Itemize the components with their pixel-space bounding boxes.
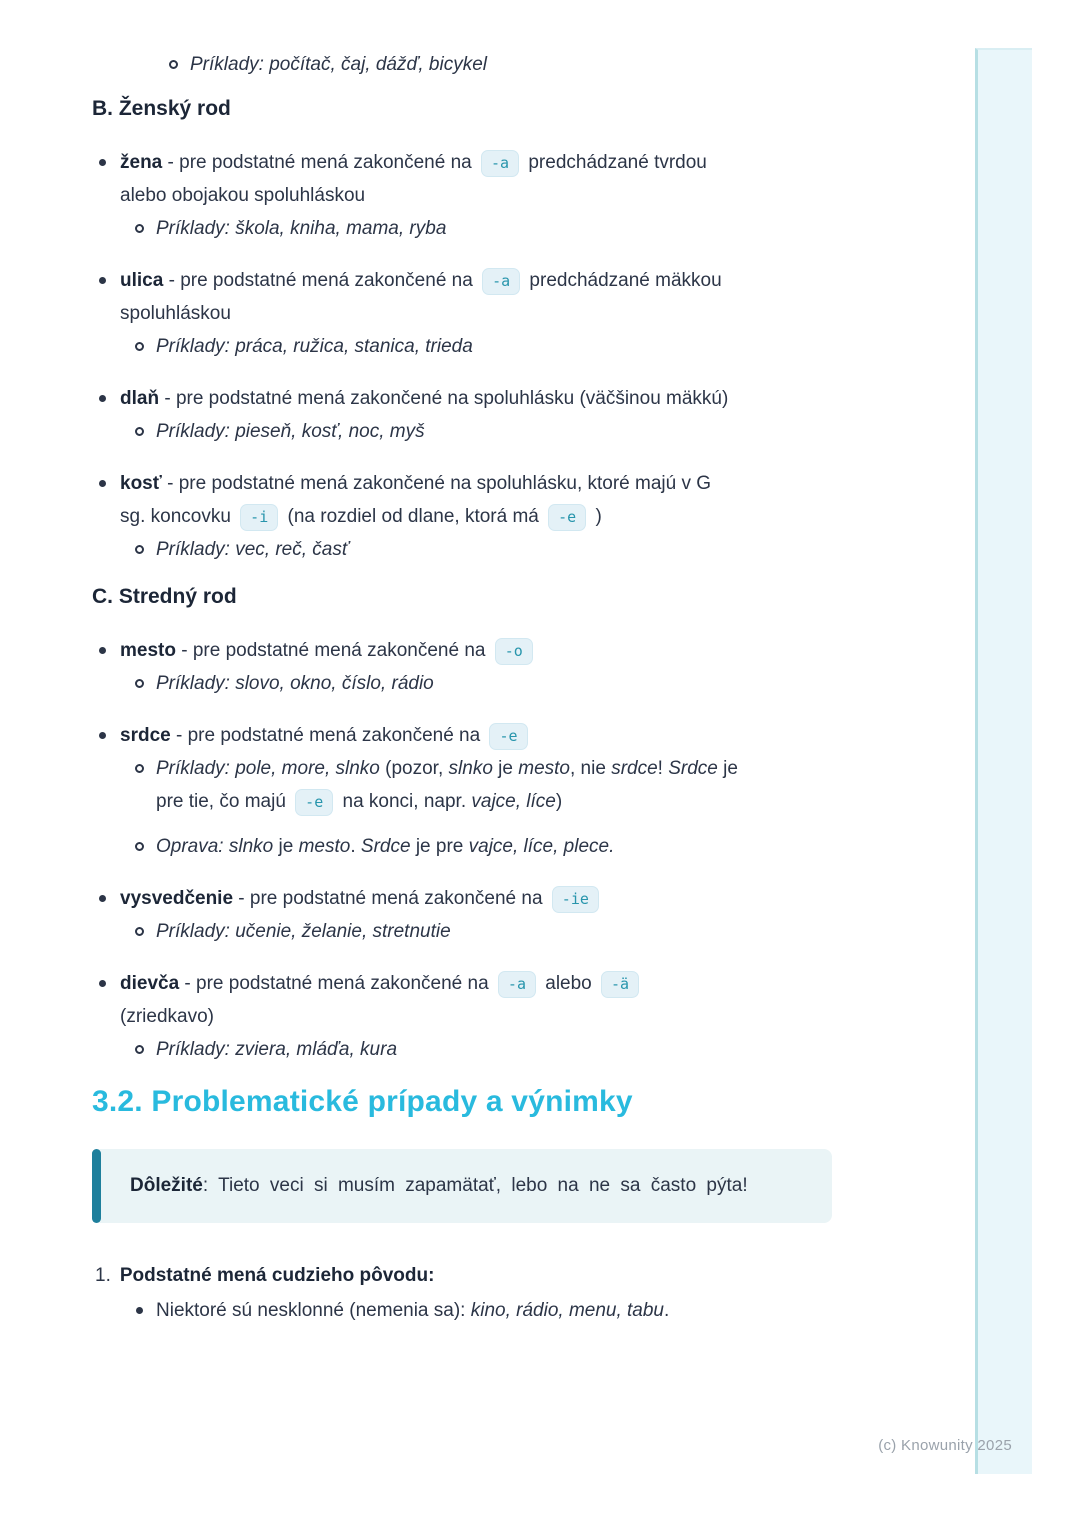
text-segment: mesto (518, 758, 570, 779)
text-segment: na konci, napr. (337, 791, 472, 812)
text-segment: srdce (120, 725, 171, 746)
text-segment: - pre podstatné mená zakončené na spoluhlásku (väčšinou mäkkú) (159, 388, 729, 409)
noun-pattern-item (92, 967, 840, 1066)
text-segment: slnko (448, 758, 493, 779)
text-segment: Srdce (668, 758, 718, 779)
ending-badge: -a (498, 971, 536, 998)
example-sub-item (169, 48, 840, 81)
ending-badge: -ä (601, 971, 639, 998)
notes-content (92, 48, 840, 1346)
text-segment: - pre podstatné mená zakončené na (162, 152, 478, 173)
ending-badge: -o (495, 638, 533, 665)
numbered-text (120, 1259, 435, 1292)
example-text (156, 1033, 397, 1066)
text-segment: dlaň (120, 388, 160, 409)
text-segment: - pre podstatné mená zakončené na (175, 640, 491, 661)
ending-badge: -a (481, 150, 519, 177)
text-segment: Dôležité (130, 1175, 203, 1196)
important-callout (92, 1149, 832, 1223)
callout-accent-bar (92, 1149, 101, 1223)
ending-badge: -e (548, 504, 586, 531)
text-segment: Príklady: slovo, okno, číslo, rádio (156, 673, 434, 694)
text-segment: : Tieto veci si musím zapamätať, lebo na ne sa často pýta! (202, 1175, 748, 1196)
text-segment: predchádzané tvrdou alebo obojakou spoluhláskou (120, 152, 707, 206)
bullet-item (99, 382, 840, 415)
bullet-icon (99, 480, 106, 487)
text-segment: . (664, 1300, 670, 1321)
text-segment: ) (555, 791, 563, 812)
text-segment: Podstatné mená cudzieho pôvodu: (119, 1265, 435, 1286)
noun-pattern-item (92, 719, 840, 863)
numbered-section (92, 1259, 840, 1327)
circle-bullet-icon (135, 1045, 144, 1054)
noun-pattern-item (92, 146, 840, 245)
text-segment: Príklady: zviera, mláďa, kura (156, 1039, 398, 1060)
circle-bullet-icon (135, 427, 144, 436)
bullet-text (120, 146, 732, 212)
bullet-item (99, 146, 840, 212)
page-side-stripe (975, 48, 1032, 1474)
bullet-text (120, 882, 603, 915)
text-segment: vysvedčenie (120, 888, 234, 909)
text-segment: - pre podstatné mená zakončené na (233, 888, 548, 909)
bullet-icon (99, 980, 106, 987)
example-text (156, 415, 425, 448)
example-text (156, 830, 614, 863)
text-segment: Príklady: učenie, želanie, stretnutie (156, 921, 451, 942)
numbered-sub-item (136, 1294, 840, 1327)
text-segment: je pre (410, 836, 469, 857)
text-segment: ) (590, 506, 602, 527)
text-segment: . (350, 836, 361, 857)
text-segment: dievča (120, 973, 180, 994)
example-item (135, 752, 840, 818)
text-segment: Príklady: práca, ružica, stanica, trieda (156, 336, 473, 357)
text-segment: - pre podstatné mená zakončené na (179, 973, 494, 994)
text-segment: alebo (539, 973, 598, 994)
circle-bullet-icon (169, 60, 178, 69)
bullet-icon (99, 277, 106, 284)
text-segment: je (492, 758, 519, 779)
circle-bullet-icon (135, 342, 144, 351)
example-item (135, 915, 840, 948)
example-item (135, 533, 840, 566)
noun-pattern-item (92, 467, 840, 566)
bullet-icon (99, 395, 106, 402)
bullet-item (99, 634, 840, 667)
bullet-icon (99, 647, 106, 654)
example-text (156, 915, 451, 948)
gender-heading: B. Ženský rod (92, 97, 231, 120)
text-segment: , nie (570, 758, 612, 779)
ending-badge: -i (240, 504, 278, 531)
section-heading: 3.2. Problematické prípady a výnimky (92, 1085, 633, 1118)
example-text (156, 330, 473, 363)
bullet-item (99, 882, 840, 915)
example-item (135, 1033, 840, 1066)
text-segment: (zriedkavo) (120, 1006, 214, 1027)
noun-pattern-item (92, 382, 840, 448)
text-segment: vajce, líce (471, 791, 556, 812)
circle-bullet-icon (135, 842, 144, 851)
ending-badge: -e (489, 723, 527, 750)
noun-pattern-item (92, 264, 840, 363)
text-segment: - pre podstatné mená zakončené na (163, 270, 479, 291)
numbered-sub-text (156, 1294, 669, 1327)
circle-bullet-icon (135, 224, 144, 233)
text-segment: Srdce (360, 836, 411, 857)
text-segment: Niektoré sú nesklonné (nemenia sa): (156, 1300, 471, 1321)
example-item (135, 415, 840, 448)
text-segment: ! (657, 758, 669, 779)
text-segment: Príklady: pole, more, slnko (156, 758, 386, 779)
text-segment: Príklady: škola, kniha, mama, ryba (156, 218, 447, 239)
text-segment: (na rozdiel od dlane, ktorá má (282, 506, 545, 527)
example-item (135, 330, 840, 363)
example-text (156, 752, 768, 818)
example-sub-block (92, 48, 840, 81)
text-segment: žena (120, 152, 163, 173)
text-segment: predchádzané mäkkou spoluhláskou (120, 270, 722, 324)
circle-bullet-icon (135, 679, 144, 688)
numbered-item (95, 1259, 840, 1292)
gender-heading: C. Stredný rod (92, 585, 237, 608)
bullet-item (99, 719, 840, 752)
circle-bullet-icon (135, 545, 144, 554)
bullet-text (120, 719, 532, 752)
text-segment: srdce (611, 758, 658, 779)
text-segment: Príklady: počítač, čaj, dážď, bicykel (190, 54, 487, 75)
text-segment: je (273, 836, 299, 857)
example-text (156, 533, 349, 566)
bullet-text (120, 264, 732, 330)
ending-badge: -ie (552, 886, 599, 913)
copyright-footer: (c) Knowunity 2025 (878, 1437, 1012, 1454)
bullet-item (99, 467, 840, 533)
ending-badge: -a (482, 268, 520, 295)
text-segment: mesto (120, 640, 176, 661)
noun-pattern-item (92, 634, 840, 700)
text-segment: ulica (120, 270, 164, 291)
circle-bullet-icon (135, 927, 144, 936)
bullet-icon (136, 1307, 143, 1314)
bullet-icon (99, 732, 106, 739)
text-segment: - pre podstatné mená zakončené na (170, 725, 486, 746)
bullet-text (120, 382, 728, 415)
example-text (190, 48, 487, 81)
text-segment: mesto (298, 836, 351, 857)
example-text (156, 667, 434, 700)
bullet-icon (99, 895, 106, 902)
text-segment: Oprava: slnko (156, 836, 274, 857)
ending-badge: -e (295, 789, 333, 816)
text-segment: kino, rádio, menu, tabu (470, 1300, 665, 1321)
example-item (135, 830, 840, 863)
text-segment: je pre tie, čo majú (156, 758, 738, 812)
bullet-text (120, 967, 732, 1033)
text-segment: - pre podstatné mená zakončené na spoluhlásku, ktoré majú v G sg. koncovku (120, 473, 712, 527)
text-segment: kosť (120, 473, 162, 494)
text-segment: vajce, líce, plece. (468, 836, 615, 857)
bullet-text (120, 634, 537, 667)
example-item (135, 667, 840, 700)
bullet-item (99, 967, 840, 1033)
bullet-icon (99, 159, 106, 166)
callout-text (130, 1166, 782, 1206)
item-number: 1. (95, 1265, 111, 1286)
example-text (156, 212, 446, 245)
bullet-text (120, 467, 732, 533)
circle-bullet-icon (135, 764, 144, 773)
noun-pattern-item (92, 882, 840, 948)
bullet-item (99, 264, 840, 330)
text-segment: (pozor, (385, 758, 449, 779)
example-item (135, 212, 840, 245)
text-segment: Príklady: pieseň, kosť, noc, myš (156, 421, 425, 442)
text-segment: Príklady: vec, reč, časť (156, 539, 349, 560)
